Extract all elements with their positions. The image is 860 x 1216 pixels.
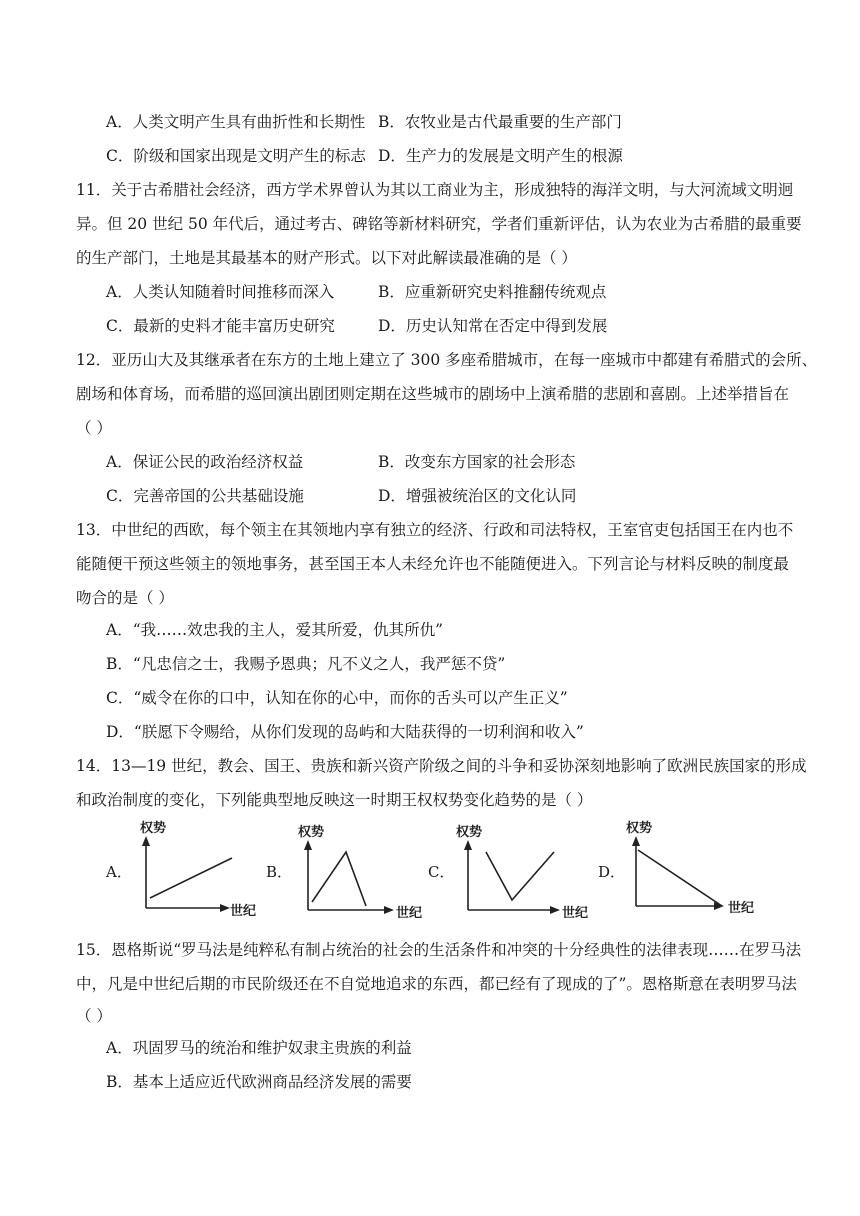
graph-b-y-axis-label: 权势 xyxy=(298,825,325,840)
q14-option-b-label[interactable]: B． xyxy=(266,863,293,881)
q12-stem-line-3: （ ） xyxy=(76,419,112,437)
graph-a-trend-line xyxy=(150,858,232,898)
q11-stem-line-1: 11．关于古希腊社会经济，西方学术界曾认为其以工商业为主，形成独特的海洋文明，与大河流域文明迥 xyxy=(76,181,794,199)
q10-option-d[interactable]: D．生产力的发展是文明产生的根源 xyxy=(378,147,623,165)
graph-c-x-axis-label: 世纪 xyxy=(562,906,589,921)
graph-b-x-axis-label: 世纪 xyxy=(396,906,423,921)
q13-stem-line-1: 13．中世纪的西欧，每个领主在其领地内享有独立的经济、行政和司法特权，王室官吏包括国王在内也不 xyxy=(76,521,794,539)
q13-option-b[interactable]: B．“凡忠信之士，我赐予恩典；凡不义之人，我严惩不贷” xyxy=(106,655,506,673)
q11-option-a[interactable]: A．人类认知随着时间推移而深入 xyxy=(106,283,335,301)
q11-stem-line-3: 的生产部门，土地是其最基本的财产形式。以下对此解读最准确的是（ ） xyxy=(76,249,577,267)
q12-stem-line-1: 12．亚历山大及其继承者在东方的土地上建立了 300 多座希腊城市，在每一座城市中都建有希腊式的会所、 xyxy=(76,351,818,369)
q14-option-d-graph[interactable] xyxy=(626,818,766,918)
q10-option-b[interactable]: B．农牧业是古代最重要的生产部门 xyxy=(378,113,622,131)
q11-option-b[interactable]: B．应重新研究史料推翻传统观点 xyxy=(378,283,607,301)
q12-option-d[interactable]: D．增强被统治区的文化认同 xyxy=(378,487,577,505)
q11-option-d[interactable]: D．历史认知常在否定中得到发展 xyxy=(378,317,608,335)
q14-option-c-graph[interactable] xyxy=(456,822,596,922)
graph-b-x-arrow xyxy=(384,906,394,914)
q11-stem-line-2: 异。但 20 世纪 50 年代后，通过考古、碑铭等新材料研究，学者们重新评估，认为农业为古希腊的最重要 xyxy=(76,215,802,233)
graph-d-x-axis-label: 世纪 xyxy=(728,901,755,916)
graph-a-y-axis-label: 权势 xyxy=(140,821,167,836)
q15-stem-line-3: （ ） xyxy=(76,1007,112,1025)
q13-stem-line-3: 吻合的是（ ） xyxy=(76,589,174,607)
q14-stem-line-1: 14．13—19 世纪，教会、国王、贵族和新兴资产阶级之间的斗争和妥协深刻地影响了欧洲民族国家的形成 xyxy=(76,757,807,775)
q15-option-a[interactable]: A．巩固罗马的统治和维护奴隶主贵族的利益 xyxy=(106,1039,412,1057)
graph-d-trend-line xyxy=(638,850,722,906)
graph-a-x-axis-label: 世纪 xyxy=(230,904,257,919)
q12-option-a[interactable]: A．保证公民的政治经济权益 xyxy=(106,453,304,471)
graph-d-y-axis-label: 权势 xyxy=(626,821,653,836)
q10-option-a[interactable]: A．人类文明产生具有曲折性和长期性 xyxy=(106,113,366,131)
q13-stem-line-2: 能随便干预这些领主的领地事务，甚至国王本人未经允许也不能随便进入。下列言论与材料反映的制度最 xyxy=(76,555,790,573)
q12-option-b[interactable]: B．改变东方国家的社会形态 xyxy=(378,453,576,471)
q14-option-b-graph[interactable] xyxy=(298,822,428,922)
q15-stem-line-2: 中，凡是中世纪后期的市民阶级还在不自觉地追求的东西，都已经有了现成的了”。恩格斯意在表明罗马法 xyxy=(76,975,797,993)
graph-a-x-arrow xyxy=(220,904,230,912)
graph-c-trend-line xyxy=(486,852,554,900)
q15-option-b[interactable]: B．基本上适应近代欧洲商品经济发展的需要 xyxy=(106,1073,412,1091)
q12-stem-line-2: 剧场和体育场，而希腊的巡回演出剧团则定期在这些城市的剧场中上演希腊的悲剧和喜剧。上述举措旨在 xyxy=(76,385,790,403)
q12-option-c[interactable]: C．完善帝国的公共基础设施 xyxy=(106,487,304,505)
q13-option-a[interactable]: A．“我……效忠我的主人，爱其所爱，仇其所仇” xyxy=(106,621,444,639)
graph-b-trend-line xyxy=(312,852,366,906)
q15-stem-line-1: 15．恩格斯说“罗马法是纯粹私有制占统治的社会的生活条件和冲突的十分经典性的法律表现……在罗马法 xyxy=(76,941,802,959)
q14-option-d-label[interactable]: D． xyxy=(598,863,626,881)
graph-c-y-axis-label: 权势 xyxy=(456,825,483,840)
q10-option-c[interactable]: C．阶级和国家出现是文明产生的标志 xyxy=(106,147,366,165)
q13-option-d[interactable]: D．“朕愿下令赐给，从你们发现的岛屿和大陆获得的一切利润和收入” xyxy=(106,723,584,741)
q11-option-c[interactable]: C．最新的史料才能丰富历史研究 xyxy=(106,317,335,335)
q14-option-c-label[interactable]: C． xyxy=(428,863,455,881)
q14-stem-line-2: 和政治制度的变化，下列能典型地反映这一时期王权权势变化趋势的是（ ） xyxy=(76,791,593,809)
q13-option-c[interactable]: C．“威令在你的口中，认知在你的心中，而你的舌头可以产生正义” xyxy=(106,689,568,707)
graph-c-x-arrow xyxy=(550,906,560,914)
q14-option-a-graph[interactable] xyxy=(140,818,260,918)
q14-option-a-label[interactable]: A． xyxy=(106,863,132,881)
